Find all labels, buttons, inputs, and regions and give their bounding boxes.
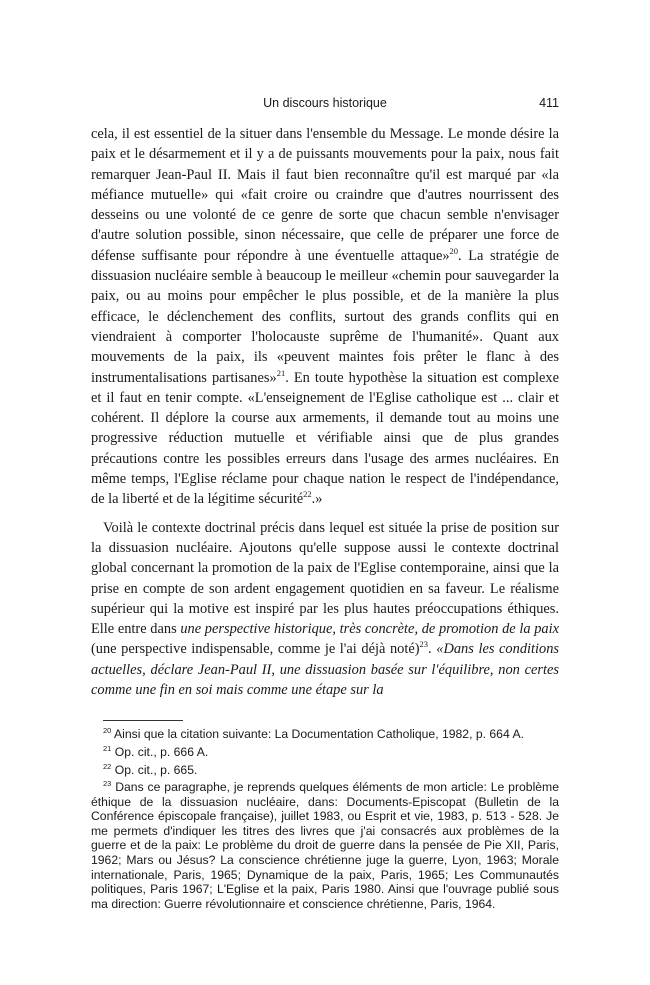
page-number: 411 <box>539 96 559 110</box>
paragraph-2 <box>91 518 559 701</box>
paragraph-text: Voilà le contexte doctrinal précis dans lequel est située la prise de position sur la dissuasion nucléaire. Ajoutons qu'elle suppose aussi le contexte doctrinal global concernant la promotion de la paix de l'Eglise contemporaine, ainsi que la prise en compte de son ardent engagement quotidien en sa faveur. Le réalisme supérieur qui la motive est inspiré par les plus hautes préoccupations éthiques. Elle entre dans <box>91 519 559 638</box>
footnote-text: Op. cit., p. 665. <box>111 762 198 777</box>
paragraph-1 <box>91 124 559 510</box>
footnote-23 <box>91 780 559 911</box>
footnote-ref-21: 21 <box>276 367 286 378</box>
paragraph-text: cela, il est essentiel de la situer dans l'ensemble du Message. Le monde désire la paix et le désarmement et il y a de puissants mouvements pour la paix, nous fait remarquer Jean-Paul II. Mais il faut bien reconnaître qu'il est marqué par «la méfiance mutuelle» qui «fait croire ou craindre que d'autres nourrissent des desseins ou une volonté de ce genre de sorte que chacun semble n'envisager d'autre solution possible, sinon nécessaire, que celle de préparer une force de défense suffisante pour répondre à une éventuelle attaque» <box>91 126 559 264</box>
footnote-ref-22: 22 <box>303 489 312 500</box>
footnote-ref-20: 20 <box>449 245 459 256</box>
emphasis-text: une perspective historique, très concrète, de promotion de la paix <box>180 621 559 638</box>
paragraph-text: . En toute hypothèse la situation est complexe et il faut en tenir compte. «L'enseignement de l'Eglise catholique est ... clair et cohérent. Il déplore la course aux armements, il demande tout au moins une progressive réduction mutuelle et vérifiable ainsi que de plus grandes précautions contre les possibles erreurs dans l'usage des armes nucléaires. En même temps, l'Eglise réclame pour chaque nation le respect de l'indépendance, de la liberté et de la légitime sécurité <box>91 369 559 508</box>
footnote-21 <box>91 745 559 760</box>
footnote-number: 21 <box>103 743 112 753</box>
footnote-22 <box>91 763 559 778</box>
footnote-text: Op. cit., p. 666 A. <box>111 744 209 759</box>
emphasis-text: «Dans les conditions actuelles, déclare Jean-Paul II, une dissuasion basée sur l'équilibre, non certes comme une fin en soi mais comme une étape sur la <box>91 641 560 699</box>
footnote-text: Ainsi que la citation suivante: La Documentation Catholique, 1982, p. 664 A. <box>111 727 524 742</box>
running-title: Un discours historique <box>263 96 387 110</box>
footnote-text: Dans ce paragraphe, je reprends quelques éléments de mon article: Le problème éthique de la dissuasion nucléaire, dans: Documents-Episcopat (Bulletin de la Conférence épiscopale française), juillet 1983, ou Esprit et vie, 1983, p. 513 - 528. Je me permets d'indiquer les titres des livres que j'ai consacrés aux problèmes de la guerre et de la paix: Le problème du droit de guerre dans la pensée de Pie XII, Paris, 1962; Mars ou Jésus? La conscience chrétienne juge la guerre, Lyon, 1963; Morale internationale, Paris, 1965; Dynamique de la paix, Paris, 1965; Les Communautés politiques, Paris 1967; L'Eglise et la paix, Paris 1980. Ainsi que l'ouvrage publié sous ma direction: Guerre révolutionnaire et conscience chrétienne, Paris, 1964. <box>91 780 559 911</box>
footnote-number: 23 <box>103 779 112 789</box>
footnote-20 <box>91 727 559 742</box>
book-page <box>91 96 559 914</box>
body-text <box>91 124 559 700</box>
paragraph-text: . La stratégie de dissuasion nucléaire semble à beaucoup le meilleur «chemin pour sauvegarder la paix, ou au moins pour empêcher le plus possible, et de la manière la plus efficace, le déclenchement des conflits, surtout des grands conflits qui en viendraient à comporter l'holocauste suprême de l'humanité». Quant aux mouvements de la paix, ils «peuvent maintes fois prêter le flanc à des instrumentalisations partisanes» <box>91 247 559 386</box>
paragraph-text: . <box>428 641 437 658</box>
running-header <box>91 96 559 116</box>
footnote-number: 20 <box>103 726 112 736</box>
footnote-number: 22 <box>103 761 112 771</box>
paragraph-text: .» <box>311 491 323 508</box>
footnote-divider <box>103 720 183 721</box>
paragraph-text: (une perspective indispensable, comme je l'ai déjà noté) <box>91 641 420 658</box>
footnote-ref-23: 23 <box>419 639 429 650</box>
footnotes <box>91 727 559 911</box>
